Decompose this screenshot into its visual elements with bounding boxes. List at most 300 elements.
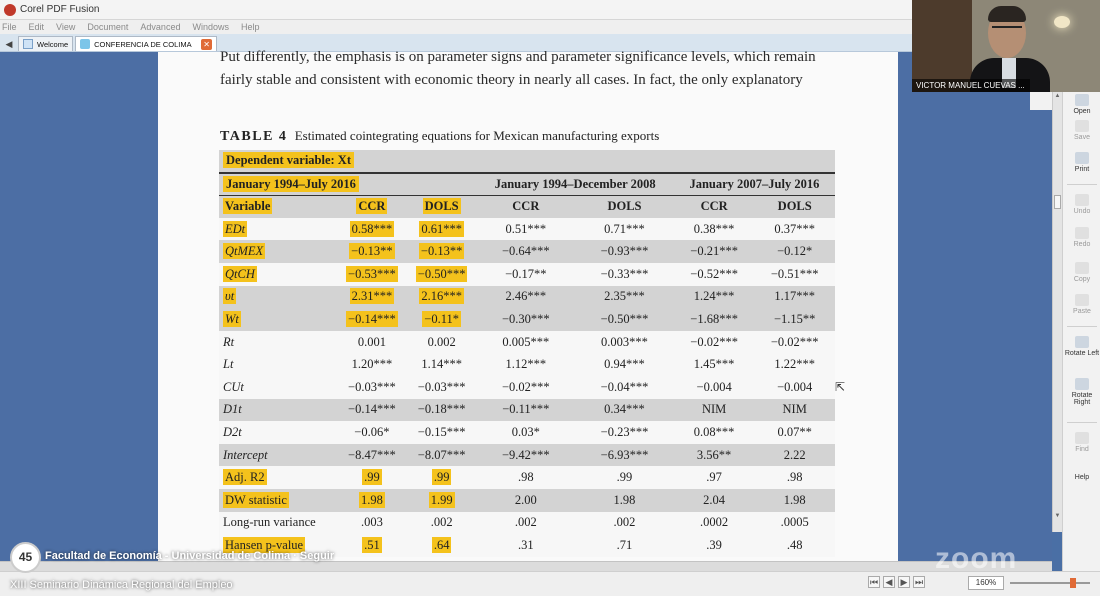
coefficient: .39	[706, 537, 722, 552]
row-value	[754, 218, 835, 241]
row-value	[674, 466, 755, 489]
zoom-select[interactable]: 160%	[968, 576, 1004, 590]
row-variable	[219, 489, 337, 512]
coefficient: .99	[433, 470, 450, 485]
coefficient: 1.22***	[774, 357, 815, 372]
coefficient: .98	[786, 470, 803, 485]
row-value	[337, 376, 407, 399]
row-value	[575, 421, 674, 444]
coefficient: 1.24***	[693, 289, 735, 304]
row-value	[337, 421, 407, 444]
period-1: January 1994–July 2016	[223, 176, 359, 192]
row-variable	[219, 376, 337, 399]
row-value	[407, 308, 477, 331]
coefficient: 0.005***	[502, 334, 550, 349]
row-value	[407, 376, 477, 399]
menu-document[interactable]: Document	[87, 22, 129, 32]
row-value	[477, 444, 576, 467]
mouse-cursor-icon: ⇱	[835, 380, 846, 394]
coefficient: 1.20***	[351, 357, 393, 372]
coefficient: 0.37***	[774, 221, 815, 236]
menu-windows[interactable]: Windows	[192, 22, 229, 32]
row-value	[337, 240, 407, 263]
table-row	[219, 353, 835, 376]
row-value	[407, 421, 477, 444]
variable-label: QtMEX	[225, 244, 264, 259]
variable-label: Rt	[223, 334, 235, 349]
open-button[interactable]	[1063, 94, 1100, 115]
rotate-right-label: Rotate Right	[1071, 392, 1093, 406]
coefficient: 2.31***	[351, 289, 393, 304]
coefficient: .99	[616, 470, 633, 485]
coefficient: 0.002	[427, 334, 456, 349]
university-logo: 45	[10, 542, 41, 573]
row-value	[754, 263, 835, 286]
redo-button[interactable]	[1063, 227, 1100, 248]
row-variable	[219, 353, 337, 376]
redo-label: Redo	[1073, 241, 1091, 248]
coefficient: −0.11***	[502, 402, 550, 417]
row-value	[407, 263, 477, 286]
toolbar-divider	[1067, 184, 1097, 185]
coefficient: −6.93***	[600, 447, 649, 462]
coefficient: −0.51***	[770, 266, 819, 281]
row-value	[407, 489, 477, 512]
coefficient: .31	[518, 537, 534, 552]
coefficient: 1.99	[430, 492, 453, 507]
variable-label: DW statistic	[225, 492, 287, 507]
find-icon	[1075, 432, 1089, 444]
table-row	[219, 512, 835, 535]
coefficient: 0.08***	[693, 424, 735, 439]
body-paragraph	[220, 46, 840, 92]
next-page-icon[interactable]: ▶	[898, 576, 910, 588]
document-icon	[80, 39, 90, 49]
app-title: Corel PDF Fusion	[20, 4, 100, 15]
menu-view[interactable]: View	[56, 22, 76, 32]
coefficient: .71	[616, 537, 633, 552]
row-variable	[219, 286, 337, 309]
coefficient: 1.98	[613, 492, 636, 507]
row-value	[477, 512, 576, 535]
row-variable	[219, 218, 337, 241]
period-2: January 1994–December 2008	[477, 173, 674, 196]
coefficient: −0.53***	[348, 266, 396, 281]
coefficient: 0.001	[357, 334, 386, 349]
row-value	[337, 308, 407, 331]
scroll-up-icon[interactable]: ▲	[1054, 93, 1061, 99]
table-row	[219, 489, 835, 512]
coefficient: −8.47***	[348, 447, 396, 462]
variable-label: D2t	[223, 424, 242, 439]
row-value	[337, 489, 407, 512]
row-value	[337, 444, 407, 467]
variable-label: QtCH	[225, 266, 255, 281]
row-variable	[219, 512, 337, 535]
coefficient: −0.93***	[600, 244, 649, 259]
coefficient: −0.18***	[417, 402, 466, 417]
pdf-page	[158, 49, 898, 561]
row-value	[754, 376, 835, 399]
coefficient: −0.04***	[600, 379, 649, 394]
coefficient: −0.13**	[351, 244, 393, 259]
body-line-2: fairly stable and consistent with economic theory in nearly all cases. In fact, the only explanatory	[220, 72, 803, 88]
row-value	[477, 218, 576, 241]
coefficient: 0.71***	[604, 221, 645, 236]
row-value	[337, 512, 407, 535]
table-label: TABLE 4	[220, 129, 288, 144]
table-row	[219, 308, 835, 331]
header-dols-1: DOLS	[424, 199, 459, 214]
row-value	[477, 331, 576, 354]
menu-help[interactable]: Help	[240, 22, 260, 32]
header-ccr-2: CCR	[477, 195, 576, 218]
last-page-icon[interactable]: ⏭	[914, 577, 924, 587]
toolbar-divider	[1067, 422, 1097, 423]
paste-icon	[1075, 294, 1089, 306]
header-dols-3: DOLS	[754, 195, 835, 218]
row-value	[337, 218, 407, 241]
coefficient: −0.004	[777, 379, 813, 394]
coefficient: −0.17**	[505, 266, 547, 281]
row-value	[477, 353, 576, 376]
help-button[interactable]	[1063, 474, 1100, 481]
row-value	[754, 466, 835, 489]
rotate-right-button[interactable]	[1063, 378, 1100, 406]
row-value	[575, 376, 674, 399]
coefficient: 0.003***	[601, 334, 648, 349]
table-row	[219, 218, 835, 241]
document-area[interactable]	[0, 49, 1052, 561]
zoom-slider-thumb[interactable]	[1070, 578, 1076, 588]
coefficient: 2.46***	[505, 289, 547, 304]
row-value	[575, 353, 674, 376]
row-value	[407, 466, 477, 489]
table-row	[219, 466, 835, 489]
coefficient: .64	[433, 537, 450, 552]
row-value	[674, 308, 755, 331]
row-variable	[219, 308, 337, 331]
row-value	[575, 512, 674, 535]
copy-icon	[1075, 262, 1089, 274]
row-value	[575, 286, 674, 309]
coefficient: −0.52***	[690, 266, 738, 281]
coefficient: 1.14***	[421, 357, 462, 372]
coefficient: .98	[518, 470, 534, 485]
seminar-title: XIII Seminario Dinámica Regional del Empleo	[10, 579, 233, 591]
row-value	[477, 399, 576, 422]
first-page-icon[interactable]: ⏮	[869, 577, 879, 587]
row-value	[754, 331, 835, 354]
coefficient: 1.98	[783, 492, 806, 507]
coefficient: 0.94***	[604, 357, 645, 372]
table-row	[219, 240, 835, 263]
menu-advanced[interactable]: Advanced	[140, 22, 181, 32]
coefficient: −0.06*	[354, 424, 390, 439]
view-controls	[868, 576, 925, 588]
table-row	[219, 331, 835, 354]
row-value	[477, 466, 576, 489]
coefficient: .003	[360, 515, 383, 530]
row-value	[477, 421, 576, 444]
row-value	[754, 353, 835, 376]
row-value	[407, 534, 477, 557]
coefficient: −8.07***	[417, 447, 466, 462]
variable-label: Wt	[225, 311, 239, 326]
table-body	[219, 218, 835, 557]
row-value	[575, 489, 674, 512]
row-value	[754, 308, 835, 331]
participant-name: VICTOR MANUEL CUEVAS ...	[912, 79, 1030, 92]
coefficient: −1.15**	[773, 311, 816, 326]
coefficient: .97	[706, 470, 722, 485]
coefficient: −0.02***	[501, 379, 550, 394]
header-variable: Variable	[225, 199, 271, 214]
row-value	[477, 489, 576, 512]
undo-label: Undo	[1073, 208, 1091, 215]
header-ccr-1: CCR	[358, 199, 386, 214]
row-value	[407, 353, 477, 376]
row-value	[407, 399, 477, 422]
coefficient: −0.02***	[690, 334, 738, 349]
row-value	[575, 466, 674, 489]
menu-file[interactable]: File	[2, 22, 17, 32]
row-value	[674, 353, 755, 376]
coefficient: 1.45***	[693, 357, 735, 372]
variable-label: Intercept	[223, 447, 268, 462]
scroll-thumb[interactable]	[1054, 195, 1061, 209]
coefficient: 2.00	[514, 492, 537, 507]
copy-button[interactable]	[1063, 262, 1100, 283]
undo-icon	[1075, 194, 1089, 206]
coefficient: −0.15***	[417, 424, 466, 439]
print-button[interactable]	[1063, 152, 1100, 173]
app-titlebar	[0, 0, 912, 20]
redo-icon	[1075, 227, 1089, 239]
variable-label: D1t	[223, 402, 242, 417]
coefficient: 2.04	[703, 492, 726, 507]
coefficient: −0.30***	[501, 311, 550, 326]
variable-label: EDt	[225, 221, 246, 236]
coefficient: .002	[430, 515, 453, 530]
row-value	[575, 218, 674, 241]
row-value	[477, 263, 576, 286]
row-value	[337, 534, 407, 557]
coefficient: .0002	[700, 515, 729, 530]
row-variable	[219, 466, 337, 489]
row-value	[674, 376, 755, 399]
paste-label: Paste	[1073, 308, 1091, 315]
row-value	[674, 218, 755, 241]
row-value	[575, 263, 674, 286]
tab-conferencia[interactable]	[75, 36, 217, 51]
coefficient: .002	[514, 515, 537, 530]
row-value	[337, 286, 407, 309]
right-toolbar	[1062, 92, 1100, 572]
coefficient: 0.58***	[351, 221, 393, 236]
tab-conferencia-label: CONFERENCIA DE COLIMA	[94, 39, 192, 49]
coefficient: −0.50***	[600, 311, 649, 326]
coefficient: .0005	[780, 515, 809, 530]
save-label: Save	[1074, 134, 1090, 141]
row-value	[337, 353, 407, 376]
variable-label: CUt	[223, 379, 244, 394]
coefficient: NIM	[782, 402, 807, 417]
coefficient: −0.03***	[417, 379, 466, 394]
coefficient: 0.07**	[777, 424, 812, 439]
coefficient: −0.12*	[777, 244, 813, 259]
row-value	[407, 218, 477, 241]
regression-table	[219, 150, 835, 557]
row-value	[575, 534, 674, 557]
row-variable	[219, 444, 337, 467]
follow-link[interactable]: · Seguir	[293, 550, 335, 562]
row-value	[674, 444, 755, 467]
row-value	[337, 331, 407, 354]
scroll-down-icon[interactable]: ▼	[1054, 513, 1061, 519]
welcome-icon	[23, 39, 33, 49]
rotate-left-label: Rotate Left	[1064, 350, 1100, 357]
tab-welcome-label: Welcome	[37, 39, 69, 49]
rotate-left-button[interactable]	[1063, 336, 1100, 357]
rotate-left-icon	[1075, 336, 1089, 348]
coefficient: 0.51***	[505, 221, 547, 236]
menu-edit[interactable]: Edit	[28, 22, 45, 32]
save-icon	[1075, 120, 1089, 132]
body-line-1: Put differently, the emphasis is on parameter signs and parameter significance levels, which remain	[220, 49, 816, 65]
variable-label: Hansen p-value	[225, 537, 304, 552]
coefficient: .48	[786, 537, 803, 552]
row-variable	[219, 263, 337, 286]
find-label: Find	[1075, 446, 1089, 453]
lamp	[1054, 16, 1070, 28]
row-value	[674, 534, 755, 557]
dependent-variable: Dependent variable: Xt	[223, 152, 354, 168]
table-row	[219, 444, 835, 467]
find-button[interactable]	[1063, 432, 1100, 453]
close-tab-icon[interactable]: ✕	[201, 39, 212, 50]
coefficient: .002	[613, 515, 636, 530]
row-value	[407, 331, 477, 354]
row-value	[754, 512, 835, 535]
corel-logo-icon	[4, 4, 16, 16]
open-label: Open	[1073, 108, 1091, 115]
row-value	[575, 444, 674, 467]
print-icon	[1075, 152, 1089, 164]
coefficient: −0.03***	[348, 379, 396, 394]
row-value	[674, 512, 755, 535]
row-value	[477, 286, 576, 309]
row-value	[337, 466, 407, 489]
coefficient: 2.35***	[604, 289, 645, 304]
row-value	[337, 263, 407, 286]
variable-label: υt	[225, 289, 235, 304]
row-variable	[219, 399, 337, 422]
row-value	[337, 399, 407, 422]
row-value	[754, 421, 835, 444]
table-row	[219, 286, 835, 309]
coefficient: 1.12***	[505, 357, 547, 372]
coefficient: 0.03*	[511, 424, 540, 439]
row-value	[754, 534, 835, 557]
row-value	[754, 489, 835, 512]
save-button[interactable]	[1063, 120, 1100, 141]
stream-org-title[interactable]	[45, 550, 334, 562]
menu-bar	[0, 20, 912, 34]
toolbar-divider	[1067, 326, 1097, 327]
toolbar-top-gap	[1030, 92, 1052, 110]
vertical-scrollbar[interactable]	[1052, 92, 1062, 532]
row-value	[477, 240, 576, 263]
table-row	[219, 263, 835, 286]
table-caption	[220, 128, 659, 145]
coefficient: NIM	[701, 402, 727, 417]
row-value	[754, 399, 835, 422]
tab-welcome[interactable]	[18, 36, 73, 51]
table-title: Estimated cointegrating equations for Mexican manufacturing exports	[294, 128, 660, 143]
coefficient: −0.11*	[424, 311, 459, 326]
open-icon	[1075, 94, 1089, 106]
row-value	[674, 286, 755, 309]
coefficient: 0.34***	[604, 402, 645, 417]
prev-page-icon[interactable]: ◀	[883, 576, 895, 588]
coefficient: 0.38***	[693, 221, 735, 236]
horizontal-scrollbar[interactable]	[0, 561, 1052, 571]
row-value	[477, 308, 576, 331]
table-row	[219, 399, 835, 422]
row-value	[407, 240, 477, 263]
coefficient: 2.22	[783, 447, 806, 462]
speaker-hair	[988, 6, 1026, 22]
coefficient: .51	[364, 537, 380, 552]
row-value	[477, 376, 576, 399]
rotate-right-icon	[1075, 378, 1089, 390]
variable-label: Lt	[223, 357, 234, 372]
row-value	[575, 308, 674, 331]
coefficient: −0.14***	[348, 402, 396, 417]
zoom-slider[interactable]	[1010, 582, 1090, 584]
row-value	[575, 399, 674, 422]
variable-label: Adj. R2	[225, 470, 265, 485]
row-value	[674, 331, 755, 354]
coefficient: −0.33***	[600, 266, 649, 281]
paste-button[interactable]	[1063, 294, 1100, 315]
coefficient: 3.56**	[696, 447, 732, 462]
coefficient: 1.98	[360, 492, 383, 507]
coefficient: 1.17***	[774, 289, 815, 304]
zoom-watermark: zoom	[935, 542, 1018, 575]
table-row	[219, 376, 835, 399]
coefficient: −0.64***	[501, 244, 550, 259]
header-dols-2: DOLS	[575, 195, 674, 218]
row-variable	[219, 240, 337, 263]
table-row	[219, 421, 835, 444]
coefficient: −0.50***	[417, 266, 466, 281]
row-value	[575, 240, 674, 263]
row-value	[407, 444, 477, 467]
row-variable	[219, 421, 337, 444]
coefficient: 0.61***	[421, 221, 462, 236]
coefficient: −0.14***	[348, 311, 396, 326]
coefficient: −9.42***	[501, 447, 550, 462]
help-label: Help	[1074, 474, 1090, 481]
undo-button[interactable]	[1063, 194, 1100, 215]
tab-scroll-left-icon[interactable]: ◀	[5, 39, 13, 49]
row-value	[754, 444, 835, 467]
coefficient: −0.13**	[420, 244, 463, 259]
speaker-glasses	[992, 26, 1022, 32]
row-value	[754, 240, 835, 263]
